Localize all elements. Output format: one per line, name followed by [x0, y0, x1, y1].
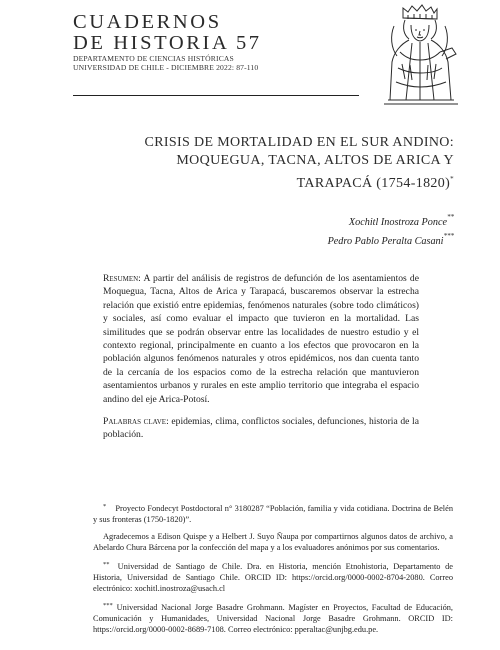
- footnote-author-1: [93, 559, 453, 594]
- footnote-author-2-text: Universidad Nacional Jorge Basadre Grohmann. Magíster en Proyectos, Facultad de Educación, Comunicación y Humanidades, Universidad Nacional Jorge Basadre Grohmann. ORCID ID: https://orcid.org/0000-0002-8689-7108. Correo electrónico: pperaltac@unjbg.edu.pe.: [93, 603, 453, 634]
- footnote-author-1-mark: **: [103, 561, 110, 568]
- abstract-paragraph: [103, 272, 419, 406]
- abstract-label: Resumen:: [103, 273, 141, 284]
- footnote-project: [93, 501, 453, 525]
- journal-title-line1: CUADERNOS: [73, 11, 222, 33]
- author-2: [328, 230, 454, 249]
- abstract: [103, 272, 419, 442]
- abstract-text: A partir del análisis de registros de defunción de los asentamientos de Moquegua, Tacna, Altos de Arica y Tarapacá, buscaremos observar la estrecha relación que existió entre epidemias, fenómenos naturales (sobre todo climáticos) y sociales, así como evaluar el impacto que tuvieron en la mortalidad. Las similitudes que se podrán observar entre las localidades de nuestro estudio y el contexto regional, principalmente en cuanto a los efectos que provocaron en la población algunos fenómenos naturales y otros epidémicos, nos dan cuenta tanto de la cercanía de los espacios como de la estrecha relación que mantuvieron asentamientos urbanos y rurales en este amplio territorio que integraba el espacio andino del eje Arica-Potosí.: [103, 273, 419, 405]
- article-title-line3-text: TARAPACÁ (1754-1820): [296, 176, 451, 191]
- journal-department: DEPARTAMENTO DE CIENCIAS HISTÓRICAS: [73, 54, 234, 63]
- article-title: [100, 134, 454, 193]
- author-2-mark: ***: [443, 231, 454, 240]
- author-1: [328, 211, 454, 230]
- footnote-acknowledgements: [93, 531, 453, 553]
- footnote-author-1-text: Universidad de Santiago de Chile. Dra. en Historia, mención Etnohistoria, Departamento de Historia, Universidad de Santiago Chile. ORCID ID: https://orcid.org/0000-0002-8704-2080. Correo electrónico: xochitl.inostroza@usach.cl: [93, 562, 453, 593]
- article-title-footnote-mark: *: [450, 175, 454, 183]
- article-title-line2: MOQUEGUA, TACNA, ALTOS DE ARICA Y: [176, 153, 454, 168]
- footnote-project-mark: *: [103, 503, 107, 510]
- keywords-label: Palabras clave:: [103, 416, 169, 428]
- journal-title-line2: DE HISTORIA 57: [73, 32, 262, 54]
- keywords-text: epidemias, clima, conflictos sociales, defunciones, historia de la población.: [103, 416, 419, 441]
- footnote-project-text: Proyecto Fondecyt Postdoctoral n° 3180287 “Población, familia y vida cotidiana. Doctrina de Belén y sus fronteras (1750-1820)”.: [93, 504, 453, 524]
- journal-seal-illustration: [376, 2, 462, 108]
- header-rule: [73, 95, 359, 96]
- author-1-name: Xochitl Inostroza Ponce: [348, 217, 447, 228]
- author-2-name: Pedro Pablo Peralta Casani: [327, 235, 444, 247]
- footnote-author-2: [93, 600, 453, 635]
- keywords-paragraph: [103, 415, 419, 442]
- journal-university-issue: UNIVERSIDAD DE CHILE - DICIEMBRE 2022: 87-110: [73, 63, 259, 72]
- article-title-line3: [100, 170, 454, 193]
- article-title-line1: CRISIS DE MORTALIDAD EN EL SUR ANDINO:: [144, 135, 454, 150]
- footnote-author-2-mark: ***: [103, 602, 113, 609]
- author-list: [328, 211, 454, 248]
- journal-header: [73, 12, 373, 72]
- author-1-mark: **: [447, 213, 454, 221]
- footnote-acknowledgements-text: Agradecemos a Edison Quispe y a Helbert J. Suyo Ñaupa por compartirnos algunos datos de archivo, a Abelardo Chura Bárcena por la confección del mapa y a los evaluadores anónimos por sus comentarios.: [93, 532, 453, 552]
- footnotes: [93, 501, 453, 641]
